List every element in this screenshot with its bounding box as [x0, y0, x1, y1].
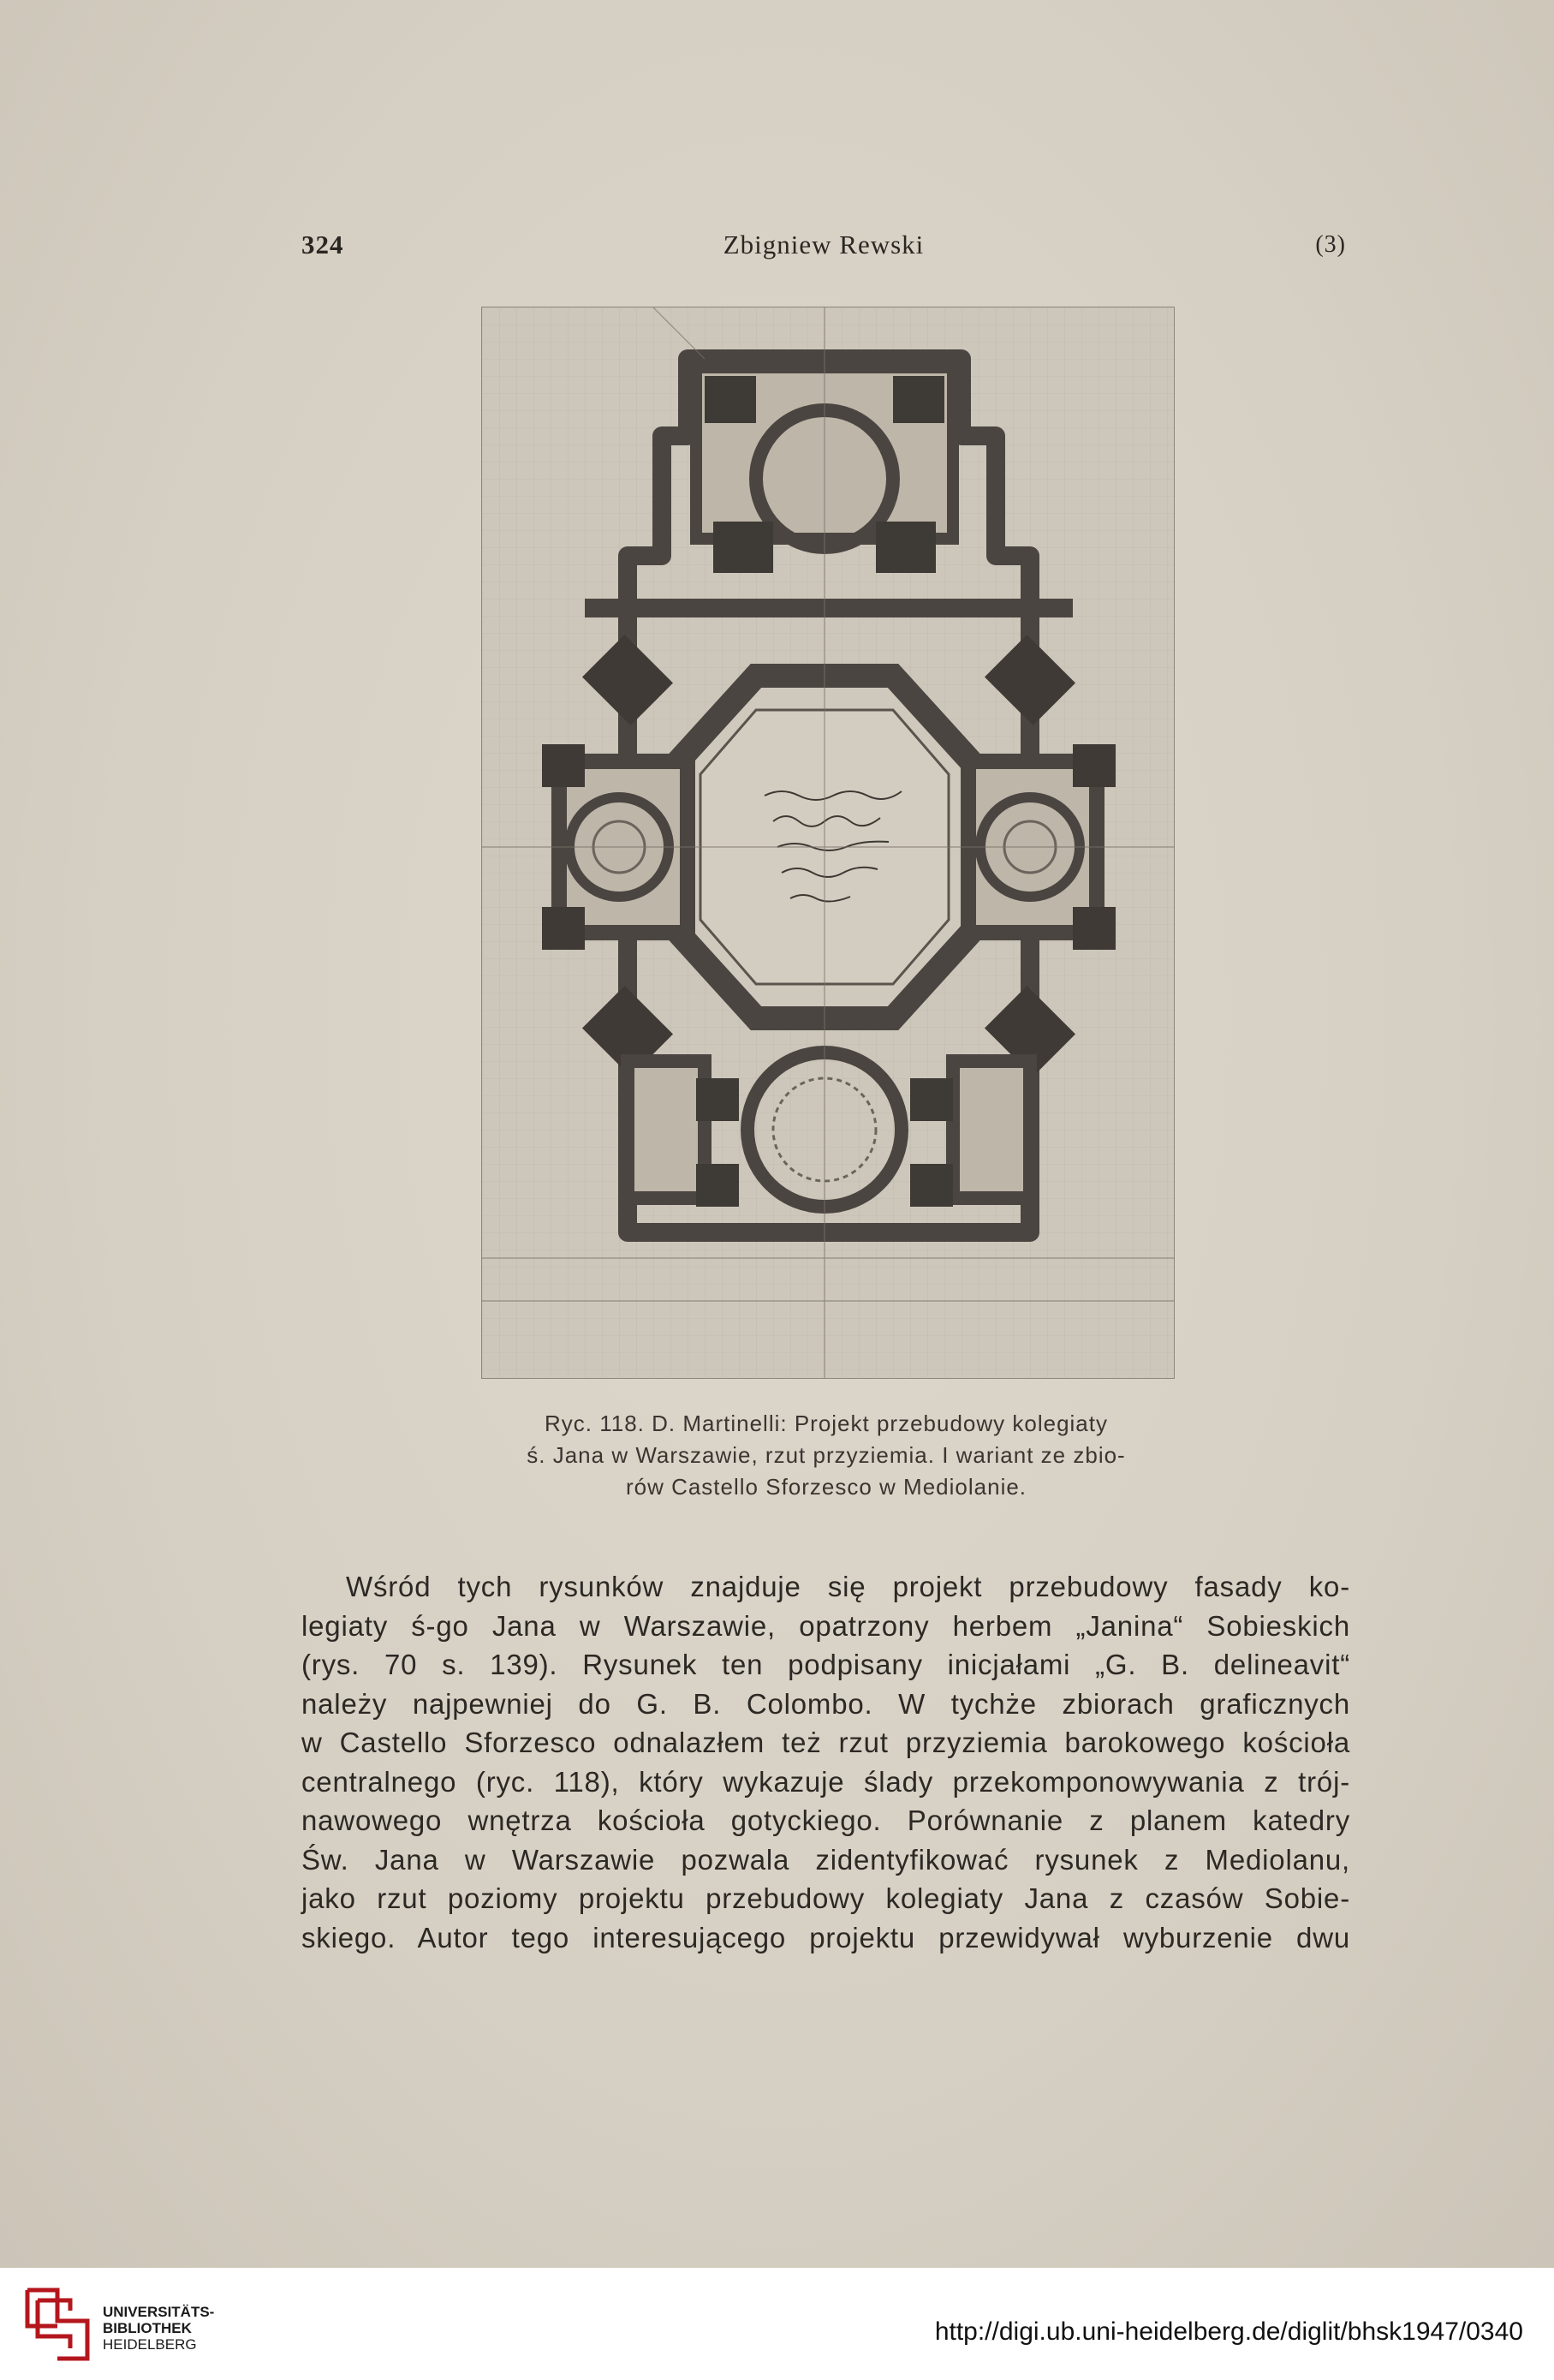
running-head — [301, 230, 1346, 264]
part-number: (3) — [1315, 231, 1346, 258]
source-url-link[interactable]: http://digi.ub.uni-heidelberg.de/diglit/bhsk1947/0340 — [934, 2317, 1523, 2346]
caption-line: ś. Jana w Warszawie, rzut przyziemia. I wariant ze zbio- — [527, 1442, 1126, 1468]
figure-caption — [479, 1408, 1173, 1503]
body-line: nawowego wnętrza kościoła gotyckiego. Porównanie z planem katedry — [301, 1804, 1350, 1836]
body-line: (rys. 70 s. 139). Rysunek ten podpisany inicjałami „G. B. delineavit“ — [301, 1649, 1350, 1680]
church-plan-figure — [481, 307, 1175, 1379]
body-line: należy najpewniej do G. B. Colombo. W tychże zbiorach graficznych — [301, 1687, 1350, 1720]
body-paragraph — [301, 1567, 1350, 1957]
library-logo-icon — [19, 2283, 96, 2365]
body-line: centralnego (ryc. 118), który wykazuje ślady przekomponowywania z trój- — [301, 1765, 1350, 1798]
library-name-line: HEIDELBERG — [103, 2336, 197, 2353]
body-line: Wśród tych rysunków znajduje się projekt przebudowy fasady ko- — [346, 1571, 1350, 1602]
library-name-line: UNIVERSITÄTS- — [103, 2304, 215, 2320]
caption-line: Ryc. 118. D. Martinelli: Projekt przebudowy kolegiaty — [545, 1411, 1108, 1436]
caption-line: rów Castello Sforzesco w Mediolanie. — [625, 1474, 1027, 1500]
page-number: 324 — [301, 230, 344, 259]
library-name — [103, 2304, 214, 2353]
ground-plan-drawing — [482, 307, 1174, 1378]
running-head-author: Zbigniew Rewski — [723, 230, 925, 259]
body-line: Św. Jana w Warszawie pozwala zidentyfikować rysunek z Mediolanu, — [301, 1843, 1350, 1876]
library-footer — [0, 2268, 1554, 2380]
body-line: jako rzut poziomy projektu przebudowy kolegiaty Jana z czasów Sobie- — [301, 1882, 1350, 1914]
plan-crosswall — [585, 599, 1073, 617]
body-line: w Castello Sforzesco odnalazłem też rzut przyziemia barokowego kościoła — [301, 1727, 1350, 1758]
body-line: legiaty ś-go Jana w Warszawie, opatrzony herbem „Janina“ Sobieskich — [301, 1609, 1350, 1642]
library-name-line: BIBLIOTHEK — [103, 2320, 192, 2336]
body-line: skiego. Autor tego interesującego projektu przewidywał wyburzenie dwu — [301, 1921, 1350, 1954]
